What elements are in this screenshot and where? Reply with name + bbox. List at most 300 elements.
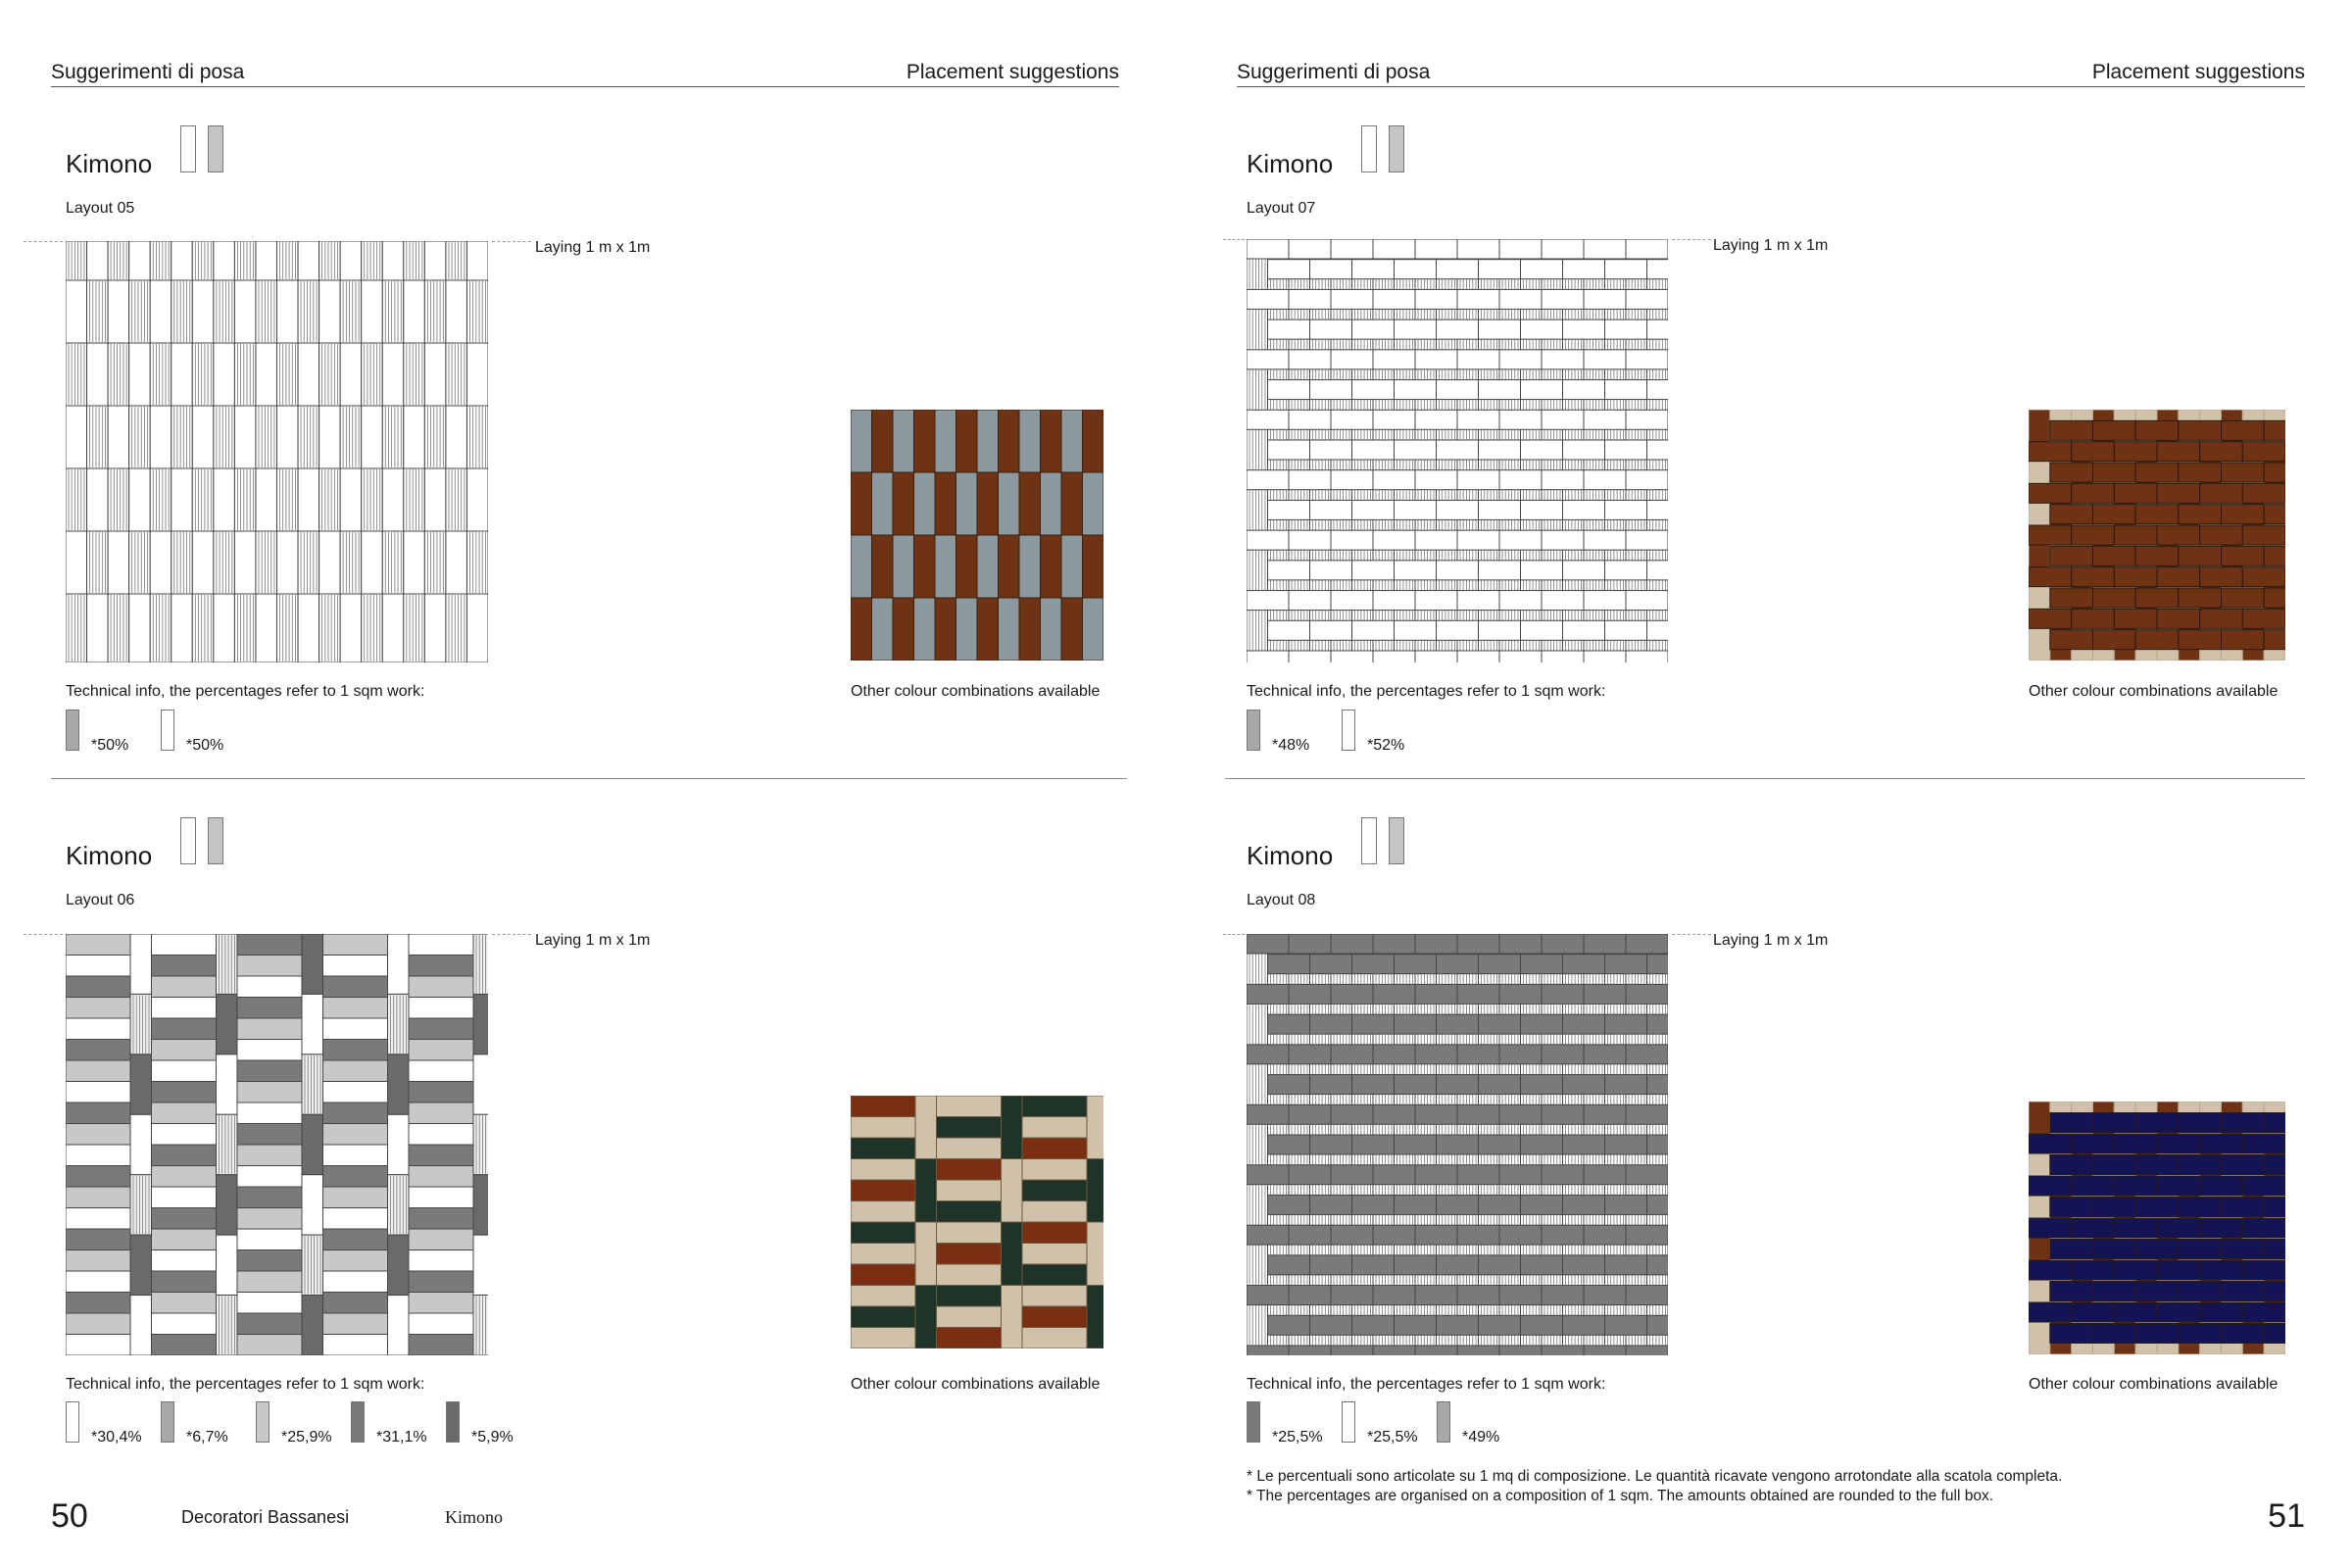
tile: [2135, 420, 2179, 440]
tile: [1395, 1075, 1437, 1095]
tile: [2200, 1260, 2243, 1280]
tile: [851, 1138, 915, 1159]
tile: [409, 1271, 473, 1293]
tile: [323, 1293, 388, 1314]
tile: [150, 531, 172, 594]
tile: [217, 1054, 238, 1114]
tile: [2200, 483, 2243, 503]
tile: [1584, 1104, 1626, 1124]
tile: [1022, 1159, 1087, 1181]
tile: [1499, 410, 1542, 429]
tile: [2072, 442, 2115, 462]
tile: [323, 1229, 388, 1250]
tile: [66, 1313, 130, 1335]
tile: [1457, 470, 1499, 490]
tile: [1268, 319, 1310, 339]
laying-label: Laying 1 m x 1m: [1713, 237, 1829, 254]
tile: [851, 1222, 915, 1244]
tile: [2050, 1282, 2093, 1301]
tile: [473, 994, 488, 1054]
tile: [323, 1208, 388, 1230]
tile: [172, 468, 193, 531]
tile: [2029, 1260, 2072, 1280]
percentage-item: [161, 710, 254, 757]
tile: [1041, 472, 1062, 535]
tile: [1352, 561, 1395, 580]
tile-pair-icon: [180, 817, 239, 866]
tile: [2200, 525, 2243, 545]
tile: [256, 343, 277, 406]
tile: [1268, 380, 1310, 400]
tile: [409, 1250, 473, 1272]
tile: [323, 1335, 388, 1356]
tile: [1268, 1315, 1310, 1335]
tile: [977, 410, 999, 472]
tile: [1022, 1264, 1087, 1286]
tile: [1479, 1014, 1521, 1034]
tile: [2135, 1113, 2179, 1133]
tile: [1247, 289, 1289, 309]
tile: [1479, 1075, 1521, 1095]
tile: [409, 1018, 473, 1040]
tile: [172, 343, 193, 406]
tile: [937, 1306, 1002, 1328]
tile: [2264, 1113, 2285, 1133]
tile: [1022, 1138, 1087, 1159]
tile: [2157, 442, 2200, 462]
tile: [851, 1180, 915, 1201]
tile: [319, 280, 341, 343]
tile: [1310, 440, 1352, 460]
tile: [382, 343, 404, 406]
tile: [1457, 530, 1499, 550]
tile: [2093, 420, 2136, 440]
tile: [1584, 1286, 1626, 1305]
tile: [1605, 319, 1647, 339]
tile: [1002, 1096, 1023, 1159]
tile: [323, 1018, 388, 1040]
tile: [1083, 410, 1104, 472]
tile: [851, 472, 872, 535]
tile: [1479, 955, 1521, 974]
tile: [937, 1159, 1002, 1181]
tile: [2072, 483, 2115, 503]
tile: [1479, 1315, 1521, 1335]
tile: [2157, 1176, 2200, 1196]
other-colours-label: Other colour combinations available: [2029, 683, 2278, 700]
tile: [851, 598, 872, 661]
tile: [1310, 260, 1352, 279]
tile: [388, 1054, 410, 1114]
tile: [1499, 591, 1542, 611]
tile: [1268, 620, 1310, 640]
tile: [2264, 1240, 2285, 1259]
tile: [129, 241, 151, 280]
tile: [937, 1117, 1002, 1139]
tile: [1331, 1225, 1373, 1245]
tile-swatch: [1437, 1401, 1450, 1443]
tile: [1563, 380, 1605, 400]
tile: [1499, 1225, 1542, 1245]
tile: [1415, 1286, 1457, 1305]
tile: [2135, 1198, 2179, 1217]
tile: [2135, 588, 2179, 608]
tile-pair-icon: [180, 125, 239, 174]
tile: [2157, 609, 2200, 628]
layout-label: Layout 06: [66, 892, 135, 908]
tile: [237, 1082, 302, 1103]
tile: [152, 998, 217, 1019]
tile: [192, 531, 214, 594]
tile: [66, 1102, 130, 1124]
tile: [1373, 530, 1415, 550]
tile: [956, 410, 978, 472]
tile: [1352, 620, 1395, 640]
tile: [234, 280, 256, 343]
tile: [1605, 380, 1647, 400]
percentage-list: [1247, 710, 1835, 759]
tile: [1415, 591, 1457, 611]
tile: [1457, 1225, 1499, 1245]
tile: [2029, 1302, 2072, 1322]
tile: [1479, 440, 1521, 460]
tile: [1542, 470, 1584, 490]
tile: [1352, 319, 1395, 339]
tile: [1415, 651, 1457, 662]
tile: [2242, 483, 2285, 503]
tile: [256, 468, 277, 531]
tile: [1022, 1180, 1087, 1201]
layout-06-colour-example: [851, 1096, 1103, 1348]
tile: [1041, 598, 1062, 661]
tile: [362, 406, 383, 468]
tile: [1395, 260, 1437, 279]
tile: [1331, 530, 1373, 550]
tile: [1247, 1346, 1289, 1355]
tile: [409, 1060, 473, 1082]
percentage-item: [1247, 1401, 1340, 1448]
layout-07-pattern: [1247, 239, 1668, 662]
tile: [1542, 1045, 1584, 1064]
tile: [108, 280, 129, 343]
tile: [409, 1082, 473, 1103]
tile: [1247, 1286, 1289, 1305]
tile: [152, 934, 217, 956]
tile: [466, 241, 488, 280]
tile: [1499, 1104, 1542, 1124]
tile: [234, 531, 256, 594]
tile: [1499, 350, 1542, 369]
tile: [66, 280, 87, 343]
tile: [2222, 546, 2265, 565]
tile: [1331, 1286, 1373, 1305]
tile: [1521, 380, 1563, 400]
tile: [999, 535, 1020, 598]
tile: [1584, 591, 1626, 611]
tile: [1499, 1346, 1542, 1355]
tile: [937, 1096, 1002, 1117]
tile: [1437, 1135, 1479, 1154]
tile: [277, 531, 299, 594]
tile: [152, 1313, 217, 1335]
tile: [108, 406, 129, 468]
tile: [1247, 530, 1289, 550]
tile: [1563, 1195, 1605, 1214]
technical-info-label: Technical info, the percentages refer to 1 sqm work:: [66, 683, 425, 700]
tile: [2135, 505, 2179, 524]
tile: [1415, 1346, 1457, 1355]
tile: [87, 343, 109, 406]
tile: [915, 1159, 937, 1223]
tile: [87, 594, 109, 662]
tile: [1331, 350, 1373, 369]
tile: [214, 468, 235, 531]
tile: [937, 1244, 1002, 1265]
tile: [1626, 1225, 1668, 1245]
tile: [1584, 651, 1626, 662]
tile: [1457, 350, 1499, 369]
tile: [473, 1054, 488, 1114]
tile: [129, 594, 151, 662]
tile: [2135, 463, 2179, 482]
tile: [1499, 1165, 1542, 1185]
tile: [237, 956, 302, 977]
tile: [1247, 239, 1289, 259]
tile: [851, 1306, 915, 1328]
tile: [1479, 1195, 1521, 1214]
tile: [1563, 620, 1605, 640]
tile: [1521, 500, 1563, 519]
percentage-value: *49%: [1462, 1429, 1500, 1446]
tile: [87, 241, 109, 280]
tile: [956, 535, 978, 598]
tile: [2029, 1218, 2072, 1238]
tile: [1002, 1286, 1023, 1349]
tile: [1605, 260, 1647, 279]
tile: [409, 1229, 473, 1250]
tile: [1415, 470, 1457, 490]
tile: [130, 1235, 152, 1295]
tile: [1521, 1075, 1563, 1095]
tile: [409, 1124, 473, 1146]
laying-dash: [492, 934, 531, 935]
percentage-item: [66, 710, 159, 757]
tile: [1605, 500, 1647, 519]
tile: [2072, 1134, 2115, 1153]
tile: [937, 1201, 1002, 1223]
tile: [872, 410, 894, 472]
tile: [129, 468, 151, 531]
tile: [1437, 1315, 1479, 1335]
tile: [2072, 525, 2115, 545]
tile: [1395, 440, 1437, 460]
tile: [237, 1335, 302, 1356]
tile: [1087, 1096, 1103, 1159]
tile: [956, 598, 978, 661]
footnote-it: * Le percentuali sono articolate su 1 mq di composizione. Le quantità ricavate vengono arrotondate alla scatola completa.: [1247, 1468, 2063, 1485]
footer-brand: Decoratori Bassanesi: [181, 1507, 350, 1527]
tile: [66, 1018, 130, 1040]
tile: [1061, 535, 1083, 598]
tile: [1415, 934, 1457, 954]
percentage-value: *25,5%: [1272, 1429, 1323, 1446]
percentage-item: [351, 1401, 444, 1448]
tile: [1563, 260, 1605, 279]
tile: [388, 934, 410, 994]
tile: [977, 535, 999, 598]
tile: [851, 1328, 915, 1349]
tile: [1457, 651, 1499, 662]
tile: [1584, 239, 1626, 259]
tile-swatch: [256, 1401, 270, 1443]
tile: [1479, 620, 1521, 640]
tile: [2179, 420, 2222, 440]
tile: [1019, 410, 1041, 472]
tile: [1626, 1346, 1668, 1355]
tile: [2222, 1282, 2265, 1301]
tile: [152, 1040, 217, 1061]
other-colours-label: Other colour combinations available: [2029, 1376, 2278, 1393]
percentage-value: *30,4%: [91, 1429, 142, 1446]
tile: [2264, 1155, 2285, 1175]
tile: [1647, 260, 1669, 279]
tile: [152, 1250, 217, 1272]
tile: [2179, 1282, 2222, 1301]
tile: [2242, 567, 2285, 587]
right-page-number: 51: [2268, 1497, 2305, 1535]
tile: [999, 410, 1020, 472]
tile: [937, 1222, 1002, 1244]
tile: [1310, 1315, 1352, 1335]
layout-05-colour-example: [851, 410, 1103, 661]
tile: [108, 531, 129, 594]
tile: [2050, 588, 2093, 608]
tile: [851, 1201, 915, 1223]
tile: [129, 343, 151, 406]
tile: [915, 1286, 937, 1349]
tile: [404, 406, 425, 468]
tile: [1584, 410, 1626, 429]
other-colours-label: Other colour combinations available: [851, 683, 1101, 700]
tile: [1373, 1165, 1415, 1185]
tile: [2157, 1218, 2200, 1238]
tile: [1521, 561, 1563, 580]
percentage-item: [1342, 710, 1435, 757]
tile: [937, 1264, 1002, 1286]
tile: [323, 934, 388, 956]
tile: [2050, 630, 2093, 650]
tile: [237, 1124, 302, 1146]
tile: [2157, 1260, 2200, 1280]
tile: [1542, 934, 1584, 954]
tile: [2179, 1324, 2222, 1344]
tile: [1605, 1195, 1647, 1214]
tile: [1626, 470, 1668, 490]
tile-pair-icon: [1361, 125, 1420, 174]
tile: [851, 1117, 915, 1139]
tile: [1395, 500, 1437, 519]
tile: [1352, 1075, 1395, 1095]
tile: [1289, 1225, 1331, 1245]
tile: [2135, 1282, 2179, 1301]
tile: [2157, 567, 2200, 587]
tile: [2135, 546, 2179, 565]
tile: [2114, 525, 2157, 545]
tile: [1373, 350, 1415, 369]
layout-08-colour-example: [2029, 1102, 2285, 1354]
tile: [1521, 955, 1563, 974]
tile: [851, 1244, 915, 1265]
tile: [1605, 620, 1647, 640]
tile: [1479, 500, 1521, 519]
tile: [1584, 350, 1626, 369]
tile: [404, 531, 425, 594]
left-header-rule: [51, 86, 1119, 87]
tile: [1352, 1135, 1395, 1154]
tile: [340, 468, 362, 531]
tile: [1542, 239, 1584, 259]
tile: [466, 468, 488, 531]
layout-06-pattern: [66, 934, 488, 1355]
right-header-en: Placement suggestions: [2091, 61, 2305, 83]
tile: [1457, 591, 1499, 611]
tile: [977, 472, 999, 535]
tile: [1002, 1222, 1023, 1286]
tile: [1289, 651, 1331, 662]
tile: [1479, 260, 1521, 279]
tile: [851, 1096, 915, 1117]
tile: [2264, 546, 2285, 565]
tile: [1019, 535, 1041, 598]
tile-swatch: [66, 710, 79, 751]
tile: [2222, 588, 2265, 608]
tile: [66, 998, 130, 1019]
tile: [1647, 380, 1669, 400]
tile: [2050, 505, 2093, 524]
tile: [2242, 1176, 2285, 1196]
tile: [340, 594, 362, 662]
tile: [237, 1060, 302, 1082]
tile: [66, 1335, 130, 1356]
tile: [1247, 591, 1289, 611]
tile: [1373, 1104, 1415, 1124]
tile: [872, 472, 894, 535]
tile: [1415, 1225, 1457, 1245]
tile: [152, 956, 217, 977]
tile: [1647, 319, 1669, 339]
tile: [302, 994, 323, 1054]
tile: [1415, 1104, 1457, 1124]
tile: [1584, 1225, 1626, 1245]
layout-05-pattern: [66, 241, 488, 662]
tile: [2029, 525, 2072, 545]
tile: [1415, 410, 1457, 429]
tile: [298, 343, 319, 406]
tile: [2222, 505, 2265, 524]
tile: [1352, 1255, 1395, 1275]
tile: [1542, 1346, 1584, 1355]
tile: [1247, 1165, 1289, 1185]
tile: [1310, 1135, 1352, 1154]
tile: [1542, 350, 1584, 369]
product-title: Kimono: [1247, 149, 1334, 178]
tile: [2114, 483, 2157, 503]
laying-dash: [1672, 239, 1711, 240]
tile: [2114, 442, 2157, 462]
tile: [1289, 239, 1331, 259]
tile: [2179, 588, 2222, 608]
percentage-list: [66, 710, 654, 759]
